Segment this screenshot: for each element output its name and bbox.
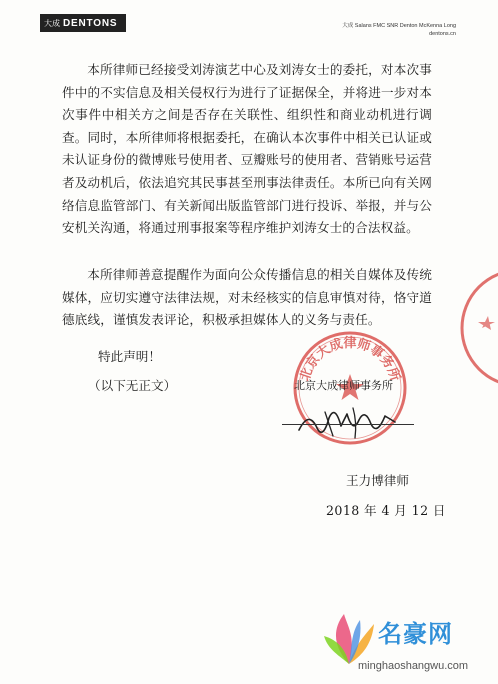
dentons-logo [40, 14, 126, 32]
firms-line: 大成 Salans FMC SNR Denton McKenna Long [342, 23, 456, 29]
logo-en-text: DENTONS [63, 17, 118, 29]
letterhead-info [342, 22, 456, 38]
no-more-text-note: （以下无正文） [88, 378, 177, 393]
lawyer-name: 王力博律师 [346, 473, 409, 488]
body-paragraph-1: 本所律师已经接受刘涛演艺中心及刘涛女士的委托，对本次事件中的不实信息及相关侵权行为进行了证据保全，并将进一步对本次事件中相关方之间是否存在关联性、组织性和商业动机进行调查。同时，本所律师将根据委托，在确认本次事件中相关已认证或未认证身份的微博账号使用者、豆瓣账号的使用者、营销账号运营者及动机后，依法追究其民事甚至刑事法律责任。本所已向有关网络信息监管部门、有关新闻出版监管部门进行投诉、举报，并与公安机关沟通，将通过刑事报案等程序维护刘涛女士的合法权益。 [62, 62, 432, 236]
feather-leaf-logo-icon [322, 610, 376, 666]
website: dentons.cn [429, 31, 456, 37]
signature-line [282, 424, 414, 425]
body-paragraph-2: 本所律师善意提醒作为面向公众传播信息的相关自媒体及传统媒体，应切实遵守法律法规，对未经核实的信息审慎对待，恪守道德底线，谨慎发表评论，积极承担媒体人的义务与责任。 [62, 267, 432, 328]
handwritten-signature [295, 400, 400, 444]
watermark-name: 名豪网 [378, 620, 453, 648]
letter-date: 2018 年 4 月 12 日 [326, 503, 446, 518]
watermark-url: minghaoshangwu.com [358, 660, 469, 672]
partial-red-seal-icon [460, 258, 498, 398]
firm-name: 北京大成律师事务所 [294, 379, 393, 392]
logo-cn-text: 大成 [44, 18, 60, 28]
special-statement: 特此声明！ [98, 349, 161, 364]
seal-text: 北京大成律师事务所 [297, 336, 403, 384]
